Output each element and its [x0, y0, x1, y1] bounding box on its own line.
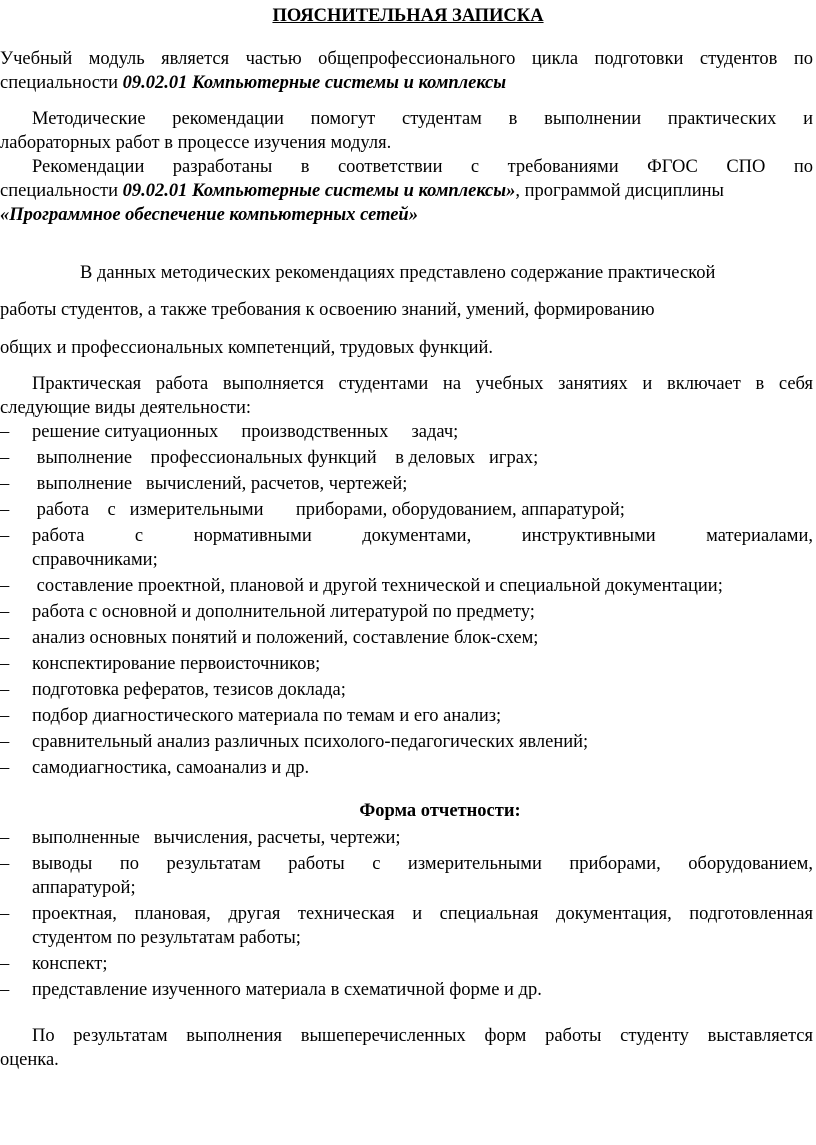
- recommendations-line-2: специальности 09.02.01 Компьютерные системы и комплексы», программой дисциплины: [0, 181, 724, 201]
- dash-marker: –: [0, 680, 10, 700]
- document-page: ПОЯСНИТЕЛЬНАЯ ЗАПИСКА Учебный модуль является частью общепрофессионального цикла подготовки студентов по специальности 09.02.01 Компьютерные системы и комплексы Методические рекомендации помогут студентам в выполнении практических и лабораторных работ в процессе изучения модуля. Рекомендации разработаны в соответствии с требованиями ФГОС СПО по специальности 09.02.01 Компьютерные системы и комплексы», программой дисциплины «Программное обеспечение компьютерных сетей» В данных методических рекомендациях представлено содержание практической работы студентов, а также требования к освоению знаний, умений, формированию общих и профессиональных компетенций, трудовых функций. Практическая работа выполняется студентами на учебных занятиях и включает в себя следующие виды деятельности: – решение ситуационных производственных задач; – выполнение профессиональных функций в деловых играх; – выполнение вычислений, расчетов, чертежей; – работа с измерительными приборами, оборудованием, аппаратурой; – работа с нормативными документами, инструктивными материалами, справочниками; – составление проектной, плановой и другой технической и специальной документации; – работа с основной и дополнительной литературой по предмету; – анализ основных понятий и положений, составление блок-схем; – конспектирование первоисточников; – подготовка рефератов, тезисов доклада; – подбор диагностического материала по темам и его анализ; – сравнительный анализ различных психолого-педагогических явлений; – самодиагностика, самоанализ и др. Форма отчетности: – выполненные вычисления, расчеты, чертежи; – выводы по результатам работы с измерительными приборами, оборудованием, аппаратурой; – проектная, плановая, другая техническая и специальная документация, подготовленная студентом по результатам работы; – конспект; – представление изученного материала в схематичной форме и др. По результатам выполнения вышеперечисленных форм работы студенту выставляется оценка.: [0, 0, 816, 1145]
- dash-marker: –: [0, 706, 10, 726]
- dash-marker: –: [0, 576, 10, 596]
- practice-line-2: следующие виды деятельности:: [0, 398, 252, 418]
- methodical-line-1: Методические рекомендации помогут студентам в выполнении практических и: [32, 109, 813, 129]
- dash-marker: –: [0, 500, 10, 520]
- dash-marker: –: [0, 422, 10, 442]
- specialty-code: 09.02.01 Компьютерные системы и комплексы: [122, 73, 507, 93]
- page-title: ПОЯСНИТЕЛЬНАЯ ЗАПИСКА: [272, 6, 544, 26]
- recommendations-line-1: Рекомендации разработаны в соответствии с требованиями ФГОС СПО по: [32, 157, 813, 177]
- content-line-3: общих и профессиональных компетенций, трудовых функций.: [0, 338, 493, 358]
- dash-marker: –: [0, 980, 10, 1000]
- dash-marker: –: [0, 954, 10, 974]
- content-line-1: В данных методических рекомендациях представлено содержание практической: [80, 263, 716, 283]
- conclusion-line-1: По результатам выполнения вышеперечисленных форм работы студенту выставляется: [32, 1026, 813, 1046]
- dash-marker: –: [0, 526, 10, 546]
- dash-marker: –: [0, 854, 10, 874]
- methodical-line-2: лабораторных работ в процессе изучения модуля.: [0, 133, 392, 153]
- dash-marker: –: [0, 628, 10, 648]
- dash-marker: –: [0, 474, 10, 494]
- discipline-name: «Программное обеспечение компьютерных сетей»: [0, 205, 418, 225]
- content-line-2: работы студентов, а также требования к освоению знаний, умений, формированию: [0, 300, 655, 320]
- intro-line-1: Учебный модуль является частью общепрофессионального цикла подготовки студентов по: [0, 49, 813, 69]
- dash-marker: –: [0, 602, 10, 622]
- intro-line-2: специальности 09.02.01 Компьютерные системы и комплексы: [0, 73, 507, 93]
- dash-marker: –: [0, 654, 10, 674]
- section-title: Форма отчетности:: [359, 801, 521, 821]
- dash-marker: –: [0, 828, 10, 848]
- specialty-code: 09.02.01 Компьютерные системы и комплексы»: [122, 181, 516, 201]
- dash-marker: –: [0, 758, 10, 778]
- dash-marker: –: [0, 732, 10, 752]
- dash-marker: –: [0, 904, 10, 924]
- dash-marker: –: [0, 448, 10, 468]
- practice-line-1: Практическая работа выполняется студентами на учебных занятиях и включает в себя: [32, 374, 813, 394]
- conclusion-line-2: оценка.: [0, 1050, 59, 1070]
